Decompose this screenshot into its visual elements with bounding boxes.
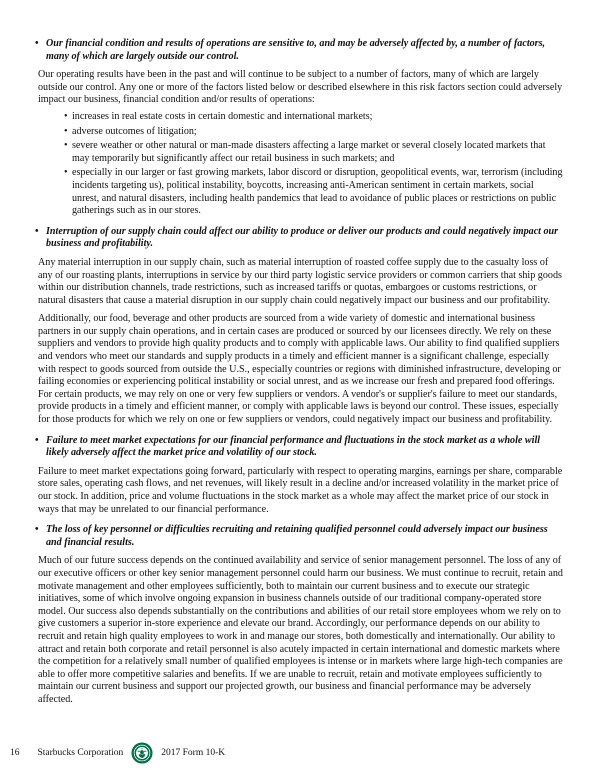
page-number: 16: [10, 748, 20, 758]
body-paragraph: Much of our future success depends on the continued availability and service of senior management personnel. The loss of any of our executive officers or other key senior management personnel could harm our business. We must continue to recruit, retain and motivate management and other employees sufficiently, both to maintain our current business and to execute our strategic initiatives, some of which involve ongoing expansion in business channels outside of our traditional company-operated store model. Our success also depends substantially on the contributions and abilities of our retail store employees whom we rely on to give customers a superior in-store experience and elevate our brand. Accordingly, our performance depends on our ability to recruit and retain high quality employees to work in and manage our stores, both domestically and internationally. Our ability to attract and retain both corporate and retail personnel is also acutely impacted in certain international and domestic markets where the competition for a relatively small number of qualified employees is intense or in markets where large high-tech companies are able to offer more competitive salaries and benefits. If we are unable to recruit, retain and motivate employees sufficiently to maintain our current business and support our projected growth, our business and financial performance may be adversely affected.: [38, 555, 563, 705]
risk-factor: [38, 524, 563, 706]
page-footer: [10, 741, 225, 765]
body-paragraph: Our operating results have been in the past and will continue to be subject to a number of factors, many of which are largely outside our control. Any one or more of the factors listed below or described elsewhere in this risk factors section could adversely impact our business, financial condition and/or results of operations:: [38, 69, 563, 106]
company-name: Starbucks Corporation: [37, 748, 124, 758]
risk-factor: [38, 38, 563, 218]
risk-factor: [38, 226, 563, 427]
bullet-item: • especially in our larger or fast growing markets, labor discord or disruption, geopolitical events, war, terrorism (including incidents targeting us), political instability, boycotts, increasing anti-American sentiment in certain markets, social unrest, and natural disasters, including health pandemics that lead to avoidance of public places or restrictions on public gatherings such as in our stores.: [72, 167, 563, 217]
risk-factor-heading: • Failure to meet market expectations for our financial performance and fluctuations in the stock market as a whole will likely adversely affect the market price and volatility of our stock.: [38, 435, 563, 460]
bullet-item: • severe weather or other natural or man-made disasters affecting a large market or several closely located markets that may temporarily but significantly affect our retail business in such markets; and: [72, 140, 563, 165]
form-name: 2017 Form 10-K: [161, 748, 226, 758]
risk-factor: [38, 435, 563, 517]
body-paragraph: Failure to meet market expectations going forward, particularly with respect to operating margins, earnings per share, comparable store sales, operating cash flows, and net revenues, will likely result in a decline and/or increased volatility in the market price of our stock. In addition, price and volume fluctuations in the stock market as a whole may affect the market price of our stock in ways that may be unrelated to our financial performance.: [38, 465, 563, 515]
bullet-item: • adverse outcomes of litigation;: [72, 126, 563, 139]
risk-factor-heading: • The loss of key personnel or difficulties recruiting and retaining qualified personnel could adversely impact our business and financial results.: [38, 524, 563, 549]
bullet-item: • increases in real estate costs in certain domestic and international markets;: [72, 111, 563, 124]
body-paragraph: Any material interruption in our supply chain, such as material interruption of roasted coffee supply due to the casualty loss of any of our roasting plants, interruptions in service by our third party logistic service providers or common carriers that ship goods within our distribution channels, trade restrictions, such as increased tariffs or quotas, embargoes or customs restrictions, or natural disasters that cause a material disruption in our supply chain could negatively impact our business and our profitability.: [38, 256, 562, 306]
starbucks-siren-logo-icon: [131, 742, 153, 764]
bullet-list: [38, 111, 563, 218]
risk-factors-section: [38, 38, 563, 707]
body-paragraph: Additionally, our food, beverage and other products are sourced from a wide variety of domestic and international business partners in our supply chain operations, and in certain cases are produced or sourced by our licensees directly. We rely on these suppliers and vendors to provide high quality products and to comply with applicable laws. Our ability to find qualified suppliers and vendors who meet our standards and supply products in a timely and efficient manner is a significant challenge, especially with respect to goods sourced from outside the U.S., especially countries or regions with diminished infrastructure, developing or failing economies or experiencing political instability or social unrest, and as we increase our fresh and prepared food offerings. For certain products, we may rely on one or very few suppliers or vendors. A vendor's or supplier's failure to meet our standards, provide products in a timely and efficient manner, or comply with applicable laws is beyond our control. These issues, especially for those products for which we rely on one or few suppliers or vendors, could negatively impact our business and profitability.: [38, 313, 561, 426]
risk-factor-heading: • Our financial condition and results of operations are sensitive to, and may be adversely affected by, a number of factors, many of which are largely outside our control.: [38, 38, 563, 63]
risk-factor-heading: • Interruption of our supply chain could affect our ability to produce or deliver our products and could negatively impact our business and profitability.: [38, 226, 563, 251]
